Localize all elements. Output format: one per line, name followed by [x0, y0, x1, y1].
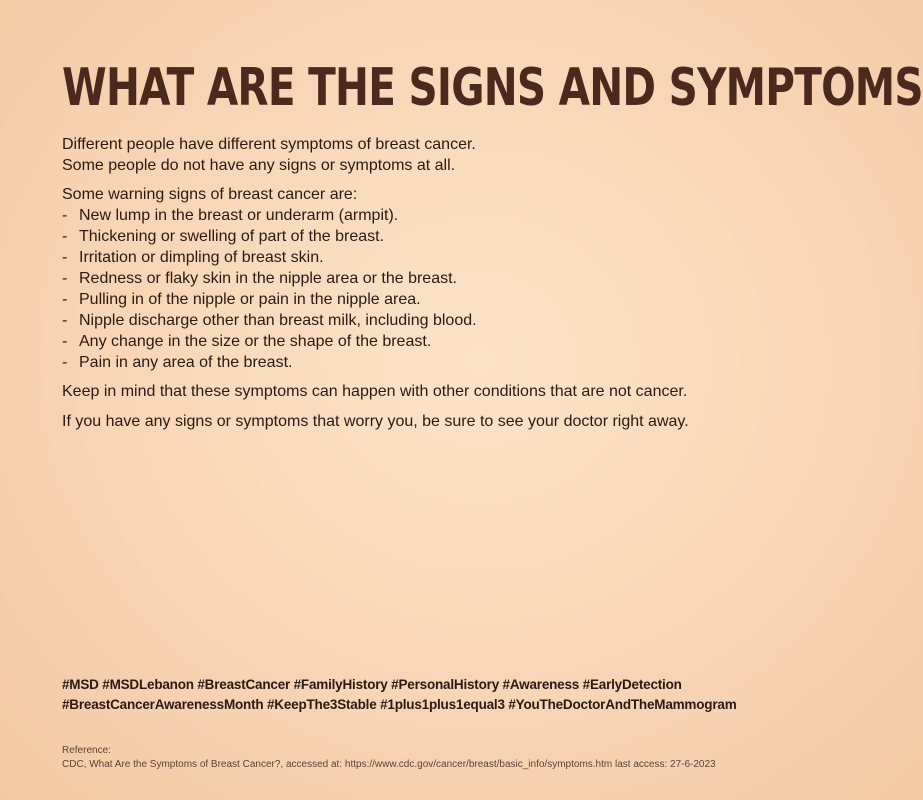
- intro-line-1: Different people have different symptoms of breast cancer.: [62, 136, 476, 153]
- body-content: [62, 134, 762, 432]
- hashtags: [62, 675, 782, 715]
- list-item-text: Redness or flaky skin in the nipple area or the breast.: [79, 270, 457, 287]
- list-item: [62, 205, 762, 226]
- list-item-text: Any change in the size or the shape of the breast.: [79, 333, 432, 350]
- dash-bullet: -: [62, 249, 68, 266]
- list-item: [62, 352, 762, 373]
- list-item-text: Nipple discharge other than breast milk, including blood.: [79, 312, 477, 329]
- intro-paragraph: [62, 134, 762, 176]
- dash-bullet: -: [62, 270, 68, 287]
- list-item-text: New lump in the breast or underarm (armpit).: [79, 207, 399, 224]
- note-paragraph: Keep in mind that these symptoms can happen with other conditions that are not cancer.: [62, 383, 688, 400]
- warning-signs-heading: Some warning signs of breast cancer are:: [62, 186, 358, 203]
- dash-bullet: -: [62, 291, 68, 308]
- reference-citation: CDC, What Are the Symptoms of Breast Cancer?, accessed at: https://www.cdc.gov/cancer/breast/basic_info/symptoms.htm last access: 27-6-2023: [62, 759, 716, 770]
- advice-paragraph: If you have any signs or symptoms that worry you, be sure to see your doctor right away.: [62, 413, 689, 430]
- list-item: [62, 268, 762, 289]
- warning-signs-list: [62, 205, 762, 373]
- list-item: [62, 310, 762, 331]
- warning-signs-section: [62, 184, 762, 373]
- dash-bullet: -: [62, 228, 68, 245]
- list-item: [62, 226, 762, 247]
- list-item-text: Thickening or swelling of part of the breast.: [79, 228, 385, 245]
- hashtags-line-1: #MSD #MSDLebanon #BreastCancer #FamilyHistory #PersonalHistory #Awareness #EarlyDetection: [62, 677, 682, 692]
- list-item-text: Pain in any area of the breast.: [79, 354, 293, 371]
- reference: [62, 744, 782, 772]
- hashtags-line-2: #BreastCancerAwarenessMonth #KeepThe3Stable #1plus1plus1equal3 #YouTheDoctorAndTheMammogram: [62, 697, 737, 712]
- dash-bullet: -: [62, 207, 68, 224]
- list-item-text: Pulling in of the nipple or pain in the nipple area.: [79, 291, 421, 308]
- list-item: [62, 289, 762, 310]
- list-item: [62, 247, 762, 268]
- list-item: [62, 331, 762, 352]
- list-item-text: Irritation or dimpling of breast skin.: [79, 249, 324, 266]
- dash-bullet: -: [62, 354, 68, 371]
- page-title: WHAT ARE THE SIGNS AND SYMPTOMS: [62, 58, 923, 118]
- dash-bullet: -: [62, 333, 68, 350]
- intro-line-2: Some people do not have any signs or symptoms at all.: [62, 157, 456, 174]
- dash-bullet: -: [62, 312, 68, 329]
- reference-label: Reference:: [62, 745, 111, 756]
